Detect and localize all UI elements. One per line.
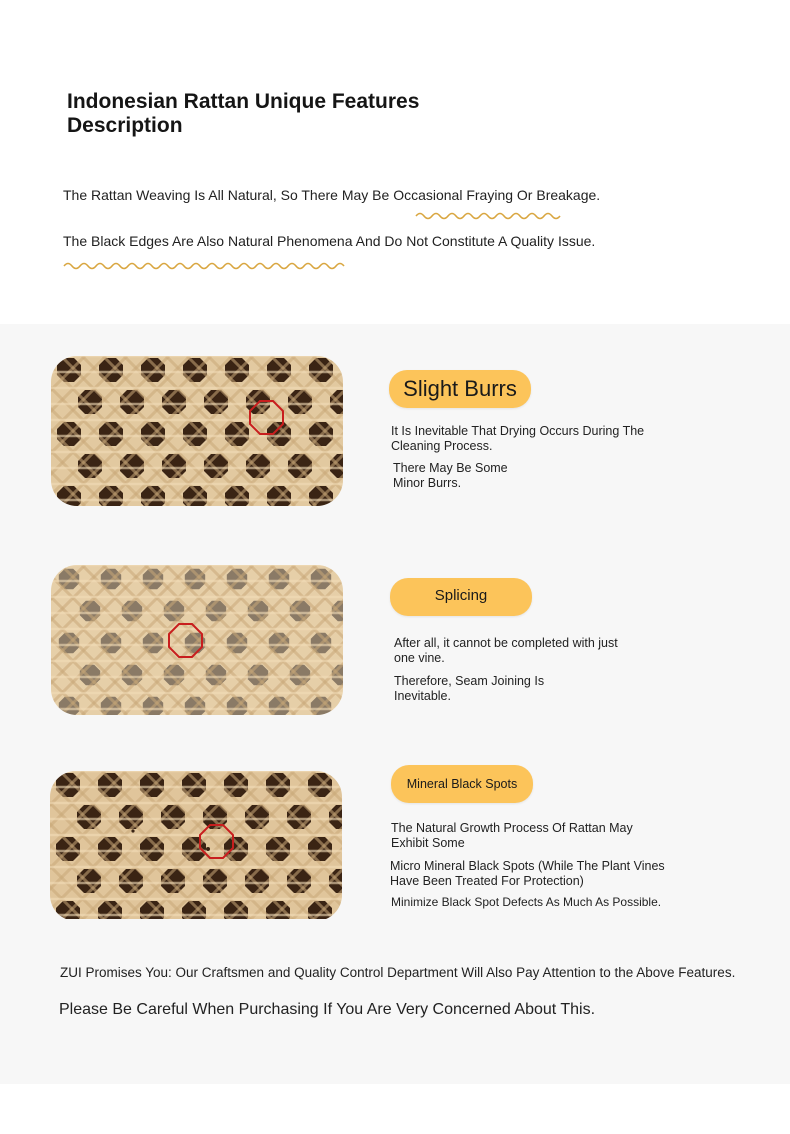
weave-hole: [290, 665, 310, 685]
rattan-photo-black-spots: [50, 771, 342, 921]
feature-label-splicing: Splicing: [390, 578, 532, 616]
weave-hole: [248, 665, 268, 685]
weave-hole: [122, 665, 142, 685]
page-title: Indonesian Rattan Unique Features Description: [67, 90, 420, 137]
promise-text: ZUI Promises You: Our Craftsmen and Quality Control Department Will Also Pay Attention to the Above Features.: [60, 965, 736, 980]
rattan-photo-burrs: [51, 356, 343, 506]
caution-text: Please Be Careful When Purchasing If You Are Very Concerned About This.: [59, 1001, 596, 1018]
squiggle-underline: [62, 260, 350, 270]
weave-hole: [206, 665, 226, 685]
feature-label-slight-burrs: Slight Burrs: [389, 370, 531, 408]
rattan-photo-splicing: [51, 565, 343, 715]
feature-desc-line: Minimize Black Spot Defects As Much As Possible.: [391, 895, 662, 909]
note-fraying: The Rattan Weaving Is All Natural, So There May Be Occasional Fraying Or Breakage.: [63, 187, 601, 203]
feature-desc-line: The Natural Growth Process Of Rattan May Exhibit Some: [391, 821, 633, 850]
rattan-weave-image: [50, 771, 342, 919]
feature-desc-line: After all, it cannot be completed with just one vine.: [394, 636, 618, 665]
feature-desc-line: Therefore, Seam Joining Is Inevitable.: [394, 674, 545, 703]
squiggle-underline: [414, 210, 566, 220]
feature-desc-line: Micro Mineral Black Spots (While The Plant Vines Have Been Treated For Protection): [390, 859, 665, 888]
feature-desc-line: There May Be Some Minor Burrs.: [393, 461, 508, 490]
note-black-edges: The Black Edges Are Also Natural Phenomena And Do Not Constitute A Quality Issue.: [63, 233, 596, 249]
rattan-weave-image: [51, 565, 343, 715]
weave-hole: [80, 665, 100, 685]
weave-hole: [164, 665, 184, 685]
rattan-weave-image: [51, 356, 343, 506]
feature-desc-line: It Is Inevitable That Drying Occurs During The Cleaning Process.: [391, 424, 645, 453]
feature-label-mineral-black-spots: Mineral Black Spots: [391, 765, 533, 803]
